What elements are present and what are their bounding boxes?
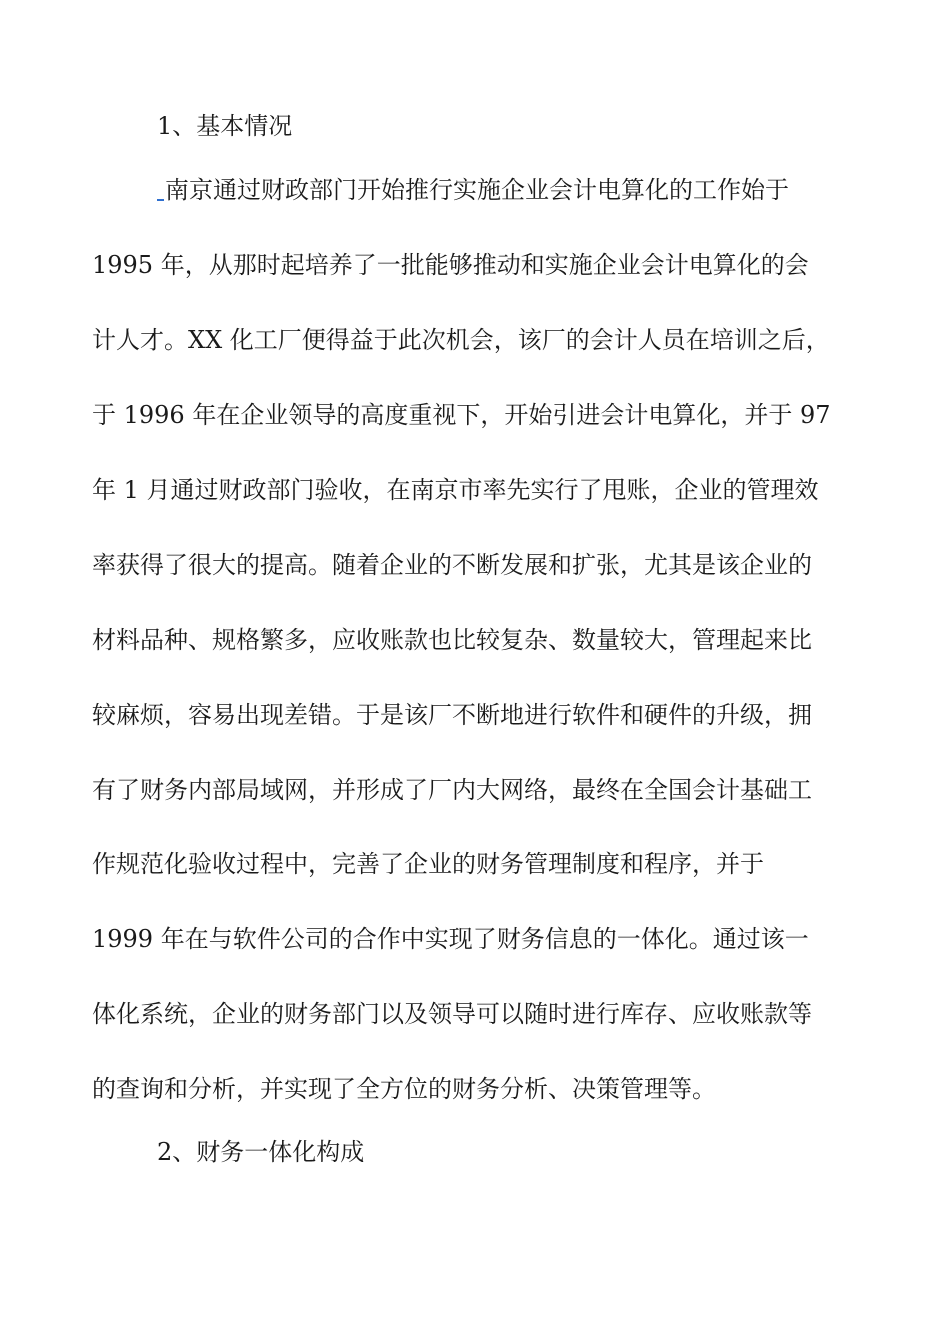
- paragraph-line: 率获得了很大的提高。随着企业的不断发展和扩张，尤其是该企业的: [92, 551, 812, 579]
- paragraph-line: 作规范化验收过程中，完善了企业的财务管理制度和程序，并于: [92, 850, 764, 878]
- paragraph-line: 1995 年，从那时起培养了一批能够推动和实施企业会计电算化的会: [92, 251, 809, 279]
- paragraph-line: 南京通过财政部门开始推行实施企业会计电算化的工作始于: [157, 175, 789, 205]
- section-heading-composition: 2、财务一体化构成: [157, 1138, 365, 1166]
- paragraph-line: 1999 年在与软件公司的合作中实现了财务信息的一体化。通过该一: [92, 925, 809, 953]
- section-heading-basic: 1、基本情况: [157, 112, 293, 140]
- paragraph-line: 材料品种、规格繁多，应收账款也比较复杂、数量较大，管理起来比: [92, 626, 812, 654]
- paragraph-line: 计人才。XX 化工厂便得益于此次机会，该厂的会计人员在培训之后，: [92, 326, 830, 354]
- paragraph-line: 年 1 月通过财政部门验收，在南京市率先实行了甩账，企业的管理效: [92, 476, 819, 504]
- paragraph-line: 较麻烦，容易出现差错。于是该厂不断地进行软件和硬件的升级，拥: [92, 701, 812, 729]
- paragraph-line: 的查询和分析，并实现了全方位的财务分析、决策管理等。: [92, 1075, 716, 1103]
- paragraph-line: 有了财务内部局域网，并形成了厂内大网络，最终在全国会计基础工: [92, 776, 812, 804]
- paragraph-line: 体化系统，企业的财务部门以及领导可以随时进行库存、应收账款等: [92, 1000, 812, 1028]
- paragraph-line: 于 1996 年在企业领导的高度重视下，开始引进会计电算化，并于 97: [92, 401, 831, 429]
- text-cursor: [157, 177, 164, 201]
